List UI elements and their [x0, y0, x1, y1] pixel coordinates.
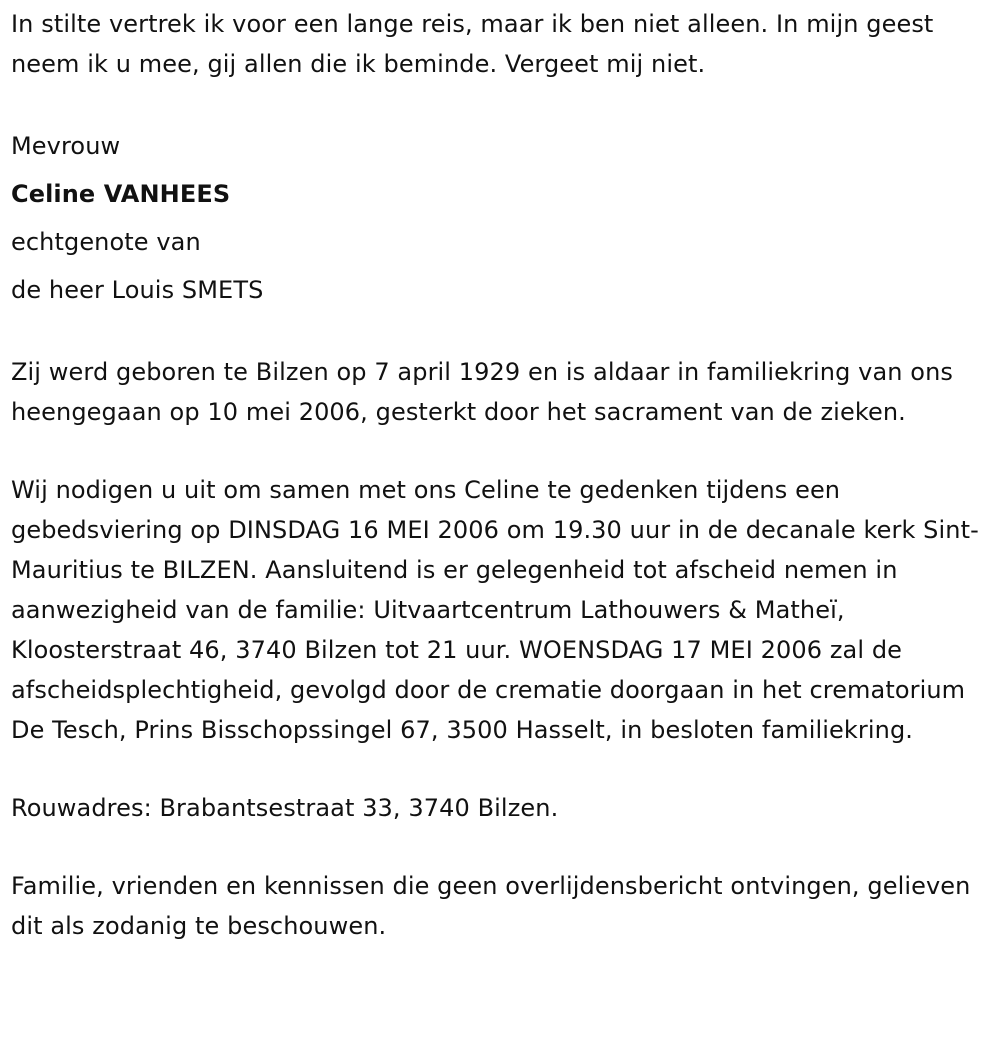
spacer [11, 314, 990, 352]
birth-death-paragraph: Zij werd geboren te Bilzen op 7 april 1929 en is aldaar in familiekring van ons heengegaan op 10 mei 2006, gesterkt door het sacrament van de zieken. [11, 358, 954, 426]
spacer [11, 84, 990, 122]
mourning-address: Rouwadres: Brabantsestraat 33, 3740 Bilzen. [11, 794, 559, 822]
intro-verse: In stilte vertrek ik voor een lange reis, maar ik ben niet alleen. In mijn geest neem ik u mee, gij allen die ik beminde. Vergeet mij niet. [11, 10, 934, 78]
relation-text: echtgenote van [11, 228, 201, 256]
spacer [11, 828, 990, 866]
spouse-name: de heer Louis SMETS [11, 276, 264, 304]
spacer [11, 750, 990, 788]
obituary-notice [0, 4, 1000, 946]
deceased-name: Celine VANHEES [11, 180, 231, 208]
spacer [11, 432, 990, 470]
closing-paragraph: Familie, vrienden en kennissen die geen overlijdensbericht ontvingen, gelieven dit als zodanig te beschouwen. [11, 872, 971, 940]
ceremony-paragraph: Wij nodigen u uit om samen met ons Celine te gedenken tijdens een gebedsviering op DINSDAG 16 MEI 2006 om 19.30 uur in de decanale kerk Sint-Mauritius te BILZEN. Aansluitend is er gelegenheid tot afscheid nemen in aanwezigheid van de familie: Uitvaartcentrum Lathouwers & Matheï, Kloosterstraat 46, 3740 Bilzen tot 21 uur. WOENSDAG 17 MEI 2006 zal de afscheidsplechtigheid, gevolgd door de crematie doorgaan in het crematorium De Tesch, Prins Bisschopssingel 67, 3500 Hasselt, in besloten familiekring. [11, 476, 979, 744]
salutation: Mevrouw [11, 132, 121, 160]
